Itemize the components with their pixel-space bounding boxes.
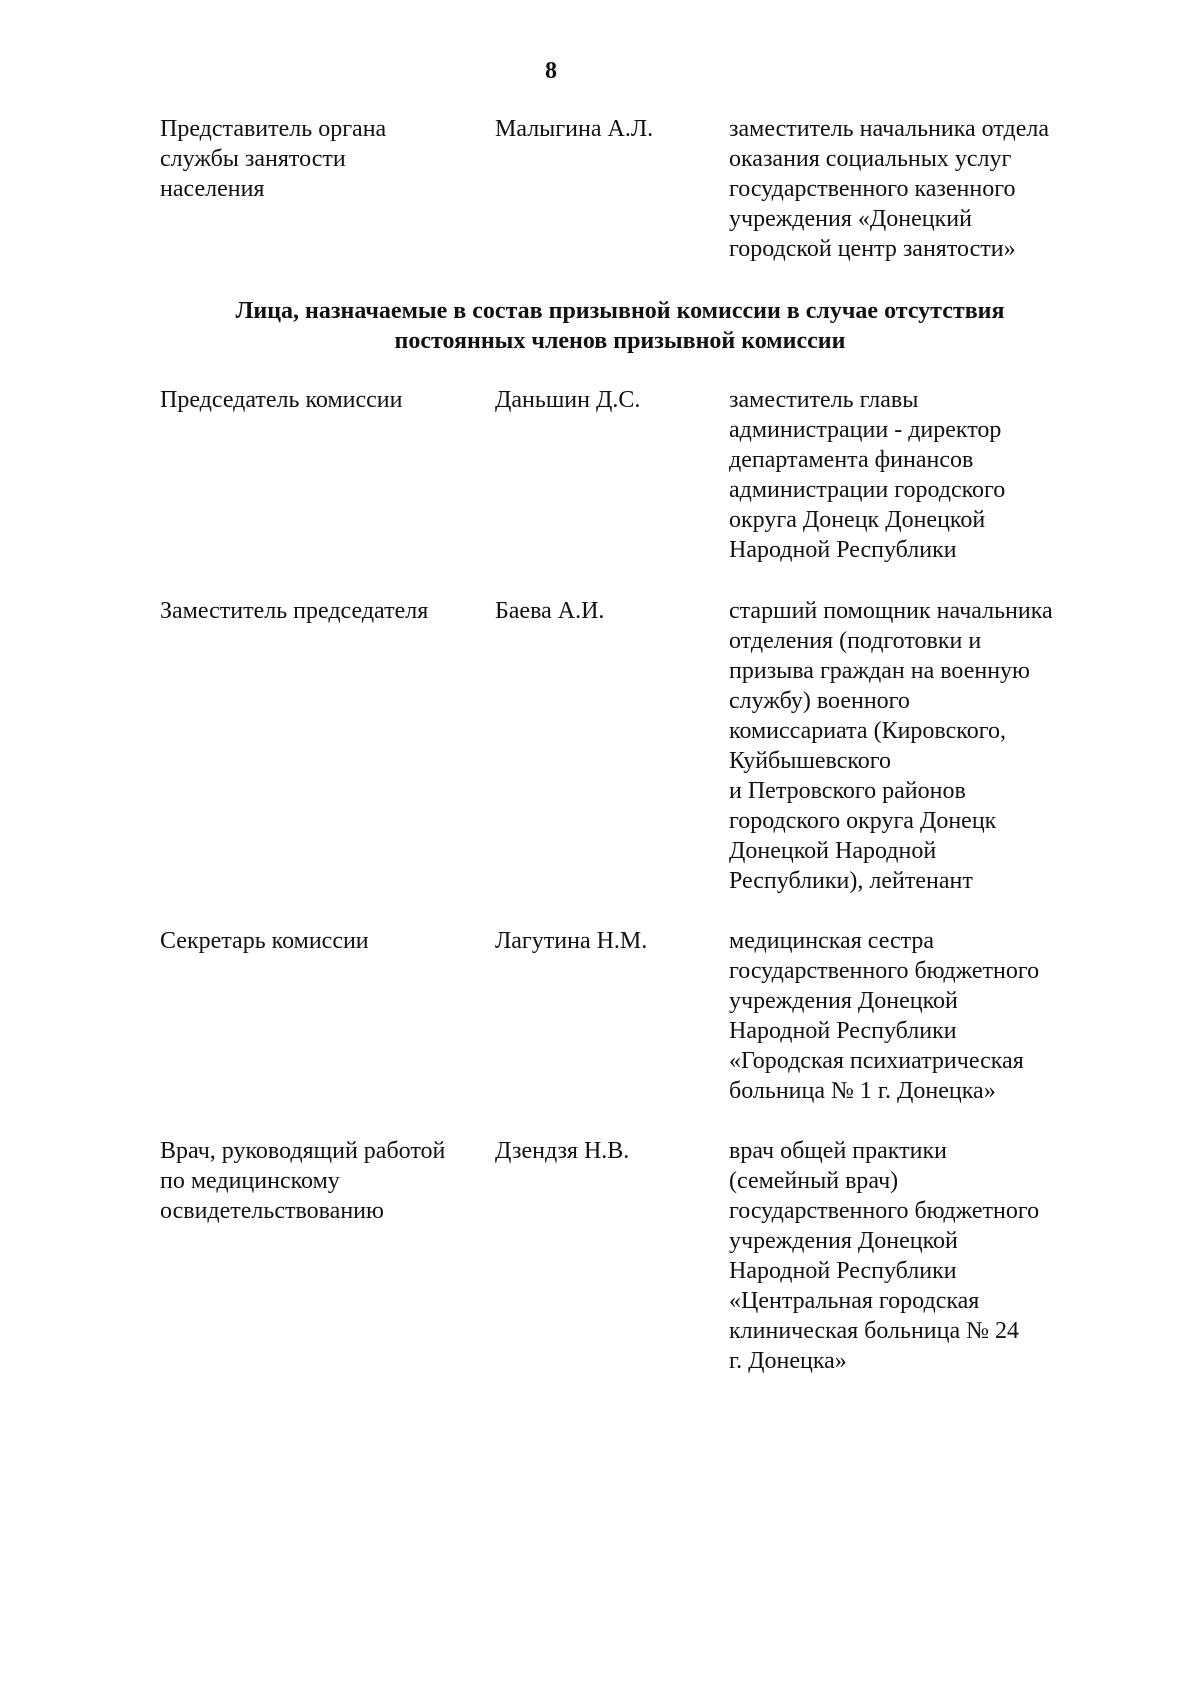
member-position-line: Донецкой Народной: [729, 838, 937, 864]
member-position-line: городской центр занятости»: [729, 236, 1016, 262]
member-position: [729, 1136, 1094, 1376]
member-position-line: учреждения Донецкой: [729, 988, 958, 1014]
member-role: [160, 114, 490, 204]
member-role-line: Председатель комиссии: [160, 387, 403, 413]
member-position: [729, 385, 1094, 565]
member-position-line: врач общей практики: [729, 1138, 947, 1164]
member-name: Дзендзя Н.В.: [495, 1138, 630, 1164]
member-position-line: заместитель главы: [729, 387, 919, 413]
member-position-line: больница № 1 г. Донецка»: [729, 1078, 996, 1104]
member-role-line: населения: [160, 176, 265, 202]
member-role-line: по медицинскому: [160, 1168, 340, 1194]
member-position-line: Народной Республики: [729, 1018, 957, 1044]
member-position: [729, 114, 1094, 264]
page-number: 8: [545, 58, 557, 84]
member-position-line: г. Донецка»: [729, 1348, 847, 1374]
member-position-line: «Городская психиатрическая: [729, 1048, 1024, 1074]
section-heading-line: Лица, назначаемые в состав призывной комиссии в случае отсутствия: [235, 298, 1005, 324]
member-position-line: учреждения «Донецкий: [729, 206, 972, 232]
member-role-line: освидетельствованию: [160, 1198, 384, 1224]
member-position-line: службу) военного: [729, 688, 910, 714]
member-position: [729, 596, 1094, 896]
member-position-line: клиническая больница № 24: [729, 1318, 1020, 1344]
member-role-line: службы занятости: [160, 146, 346, 172]
section-heading-line: постоянных членов призывной комиссии: [394, 328, 846, 354]
member-position-line: администрации - директор: [729, 417, 1002, 443]
member-position-line: государственного бюджетного: [729, 1198, 1040, 1224]
member-name: Лагутина Н.М.: [495, 928, 648, 954]
member-position-line: комиссариата (Кировского,: [729, 718, 1006, 744]
member-position-line: отделения (подготовки и: [729, 628, 982, 654]
member-role-line: Представитель органа: [160, 116, 387, 142]
member-position-line: оказания социальных услуг: [729, 146, 1012, 172]
member-position-line: Республики), лейтенант: [729, 868, 973, 894]
member-role-line: Заместитель председателя: [160, 598, 429, 624]
section-heading: [140, 296, 1100, 356]
member-role-line: Секретарь комиссии: [160, 928, 369, 954]
member-position: [729, 926, 1094, 1106]
member-position-line: городского округа Донецк: [729, 808, 997, 834]
member-name: Малыгина А.Л.: [495, 116, 654, 142]
member-position-line: Народной Республики: [729, 1258, 957, 1284]
member-position-line: старший помощник начальника: [729, 598, 1053, 624]
member-name: Даньшин Д.С.: [495, 387, 641, 413]
member-role-line: Врач, руководящий работой: [160, 1138, 446, 1164]
member-position-line: призыва граждан на военную: [729, 658, 1030, 684]
member-position-line: «Центральная городская: [729, 1288, 980, 1314]
member-position-line: Куйбышевского: [729, 748, 892, 774]
member-position-line: государственного казенного: [729, 176, 1016, 202]
member-position-line: заместитель начальника отдела: [729, 116, 1049, 142]
member-position-line: администрации городского: [729, 477, 1006, 503]
member-position-line: учреждения Донецкой: [729, 1228, 958, 1254]
member-role: [160, 385, 490, 415]
member-role: [160, 596, 490, 626]
member-role: [160, 926, 490, 956]
member-position-line: и Петровского районов: [729, 778, 966, 804]
member-role: [160, 1136, 490, 1226]
member-position-line: округа Донецк Донецкой: [729, 507, 986, 533]
member-name: Баева А.И.: [495, 598, 605, 624]
member-position-line: медицинская сестра: [729, 928, 935, 954]
member-position-line: государственного бюджетного: [729, 958, 1040, 984]
member-position-line: (семейный врач): [729, 1168, 899, 1194]
member-position-line: департамента финансов: [729, 447, 974, 473]
member-position-line: Народной Республики: [729, 537, 957, 563]
